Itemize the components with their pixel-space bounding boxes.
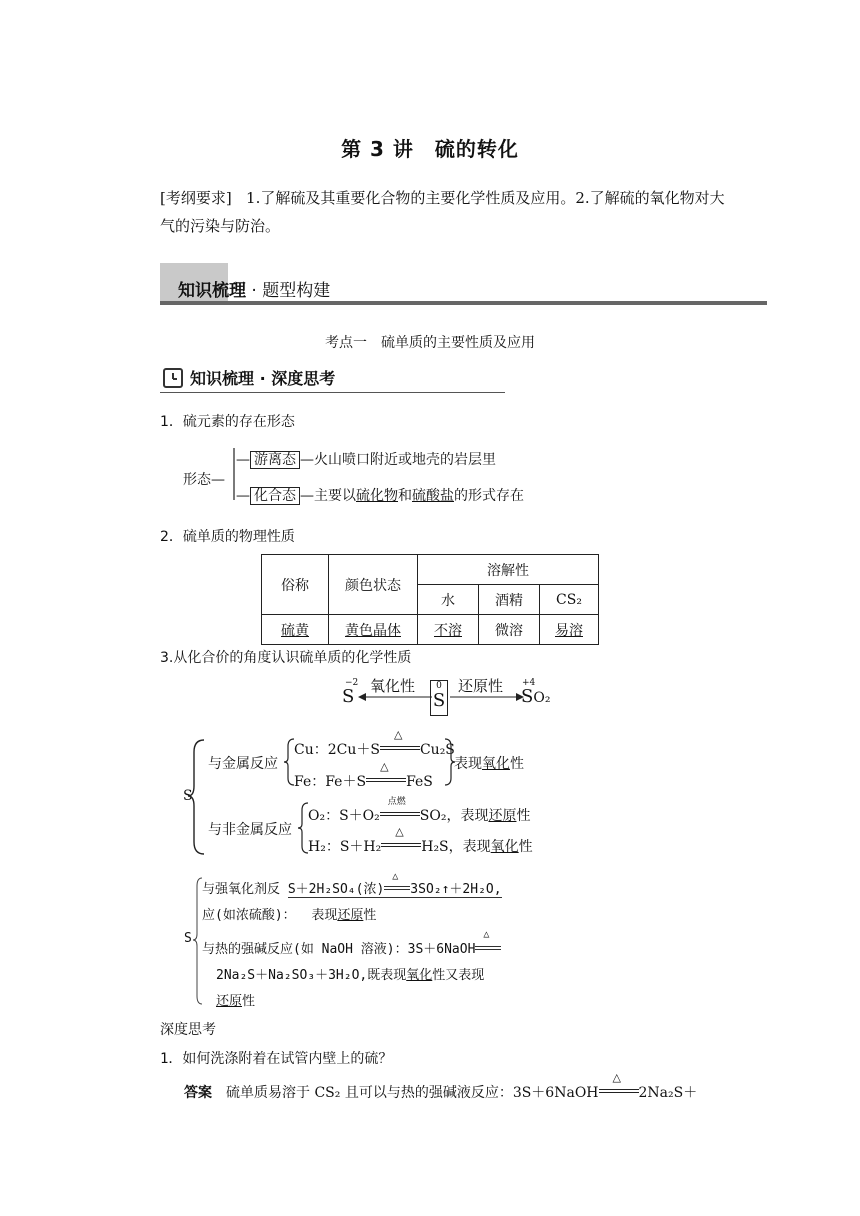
h2-reaction xyxy=(308,825,533,856)
hand-l3-cond xyxy=(475,929,501,953)
hand-l1-equals xyxy=(384,886,410,890)
sulfur-minus2: S xyxy=(342,686,355,707)
td-name: 硫黄 xyxy=(281,622,309,639)
hand-l1b: S＋2H₂SO₄(浓) xyxy=(287,882,385,897)
o2-left: O₂：S＋O₂ xyxy=(308,808,380,824)
h2-end: 性 xyxy=(518,839,533,855)
hand-l3: 与热的强碱反应(如 NaOH 溶液)：3S＋6NaOH xyxy=(202,942,476,957)
sulfur-zero-box xyxy=(430,680,448,716)
th-cs2: CS₂ xyxy=(540,585,599,615)
requirements-label: [考纲要求] xyxy=(160,189,232,207)
combined-state-row: — 化合态 —主要以硫化物和硫酸盐的形式存在 xyxy=(236,488,524,504)
combined-post: 的形式存在 xyxy=(454,488,524,504)
hand-l2a: 应(如浓硫酸)： xyxy=(202,908,296,923)
hand-line1 xyxy=(202,871,502,897)
hand-l1c: 3SO₂↑＋2H₂O, xyxy=(410,882,502,897)
hand-l2u: 还原 xyxy=(337,908,364,923)
metal-show-pre: 表现 xyxy=(454,756,482,772)
th-solubility: 溶解性 xyxy=(418,555,599,585)
hand-l5u: 还原 xyxy=(216,994,243,1009)
td-water: 不溶 xyxy=(434,622,462,639)
physical-properties-table xyxy=(261,554,599,645)
nonmetal-label: 与非金属反应 xyxy=(208,822,292,838)
hand-l5b: 性 xyxy=(242,994,256,1009)
hand-line5 xyxy=(216,990,255,1009)
hand-l2c: 性 xyxy=(363,908,377,923)
answer-delta: △ xyxy=(612,1071,621,1084)
sulfur-root: S xyxy=(183,788,193,804)
cu-equals xyxy=(380,746,420,750)
banner-rest: · 题型构建 xyxy=(251,281,331,301)
kaodian-heading: 考点一 硫单质的主要性质及应用 xyxy=(325,335,535,351)
form-label: 形态— xyxy=(183,472,225,488)
deep-question-1: 1．如何洗涤附着在试管内壁上的硫？ xyxy=(160,1051,393,1067)
td-alcohol: 微溶 xyxy=(479,615,540,645)
charge-zero: 0 xyxy=(436,681,442,691)
free-state-box: 游离态 xyxy=(250,451,300,469)
subheading: 知识梳理 · 深度思考 xyxy=(190,369,336,388)
cu-condition xyxy=(380,728,420,754)
o2-end: 性 xyxy=(516,808,531,824)
o2-reaction xyxy=(308,797,531,825)
page-title: 第 3 讲 硫的转化 xyxy=(341,137,519,161)
requirements-line1: 1.了解硫及其重要化合物的主要化学性质及应用。2.了解硫的氧化物对大 xyxy=(246,189,725,207)
charge-minus2: −2 xyxy=(345,678,359,688)
o2-ignite: 点燃 xyxy=(387,797,406,807)
main-brace xyxy=(190,738,210,858)
h2-delta: △ xyxy=(395,825,404,838)
hand-line2 xyxy=(202,904,376,923)
metal-show-oxid: 氧化 xyxy=(482,756,510,772)
fe-equals xyxy=(366,778,406,782)
th-name: 俗称 xyxy=(262,555,329,615)
clock-icon-glyph xyxy=(165,370,181,386)
so2-s: S xyxy=(521,686,534,707)
cu-delta: △ xyxy=(393,728,403,741)
fe-left: Fe：Fe＋S xyxy=(294,774,367,790)
so2-o2: O₂ xyxy=(533,690,551,706)
banner-bold: 知识梳理 xyxy=(178,281,246,301)
th-alcohol: 酒精 xyxy=(479,585,540,615)
fe-right: FeS xyxy=(406,774,433,790)
sulfur-zero: S xyxy=(432,690,446,711)
hand-l2b: 表现 xyxy=(311,908,338,923)
h2-right: H₂S，表现 xyxy=(421,839,491,855)
combined-mid: 和 xyxy=(398,488,412,504)
metal-shows xyxy=(454,753,524,773)
h2-left: H₂：S＋H₂ xyxy=(308,839,382,855)
hand-l3-delta: △ xyxy=(483,929,490,940)
hand-l1-cond xyxy=(384,871,410,893)
oxidizing-label: 氧化性 xyxy=(370,677,416,695)
answer-label: 答案 xyxy=(184,1085,212,1101)
sulfur-dioxide xyxy=(521,686,550,707)
hand-line4 xyxy=(216,964,484,983)
h2-equals xyxy=(381,843,421,847)
deep-answer-1 xyxy=(184,1071,698,1102)
th-water: 水 xyxy=(418,585,479,615)
combined-sulfide: 硫化物 xyxy=(356,488,398,504)
section2-heading: 2．硫单质的物理性质 xyxy=(160,529,295,545)
charge-plus4: +4 xyxy=(522,678,536,688)
section-banner xyxy=(178,276,330,301)
answer-equals xyxy=(599,1089,639,1093)
hand-l4u: 氧化 xyxy=(406,968,433,983)
banner-rule xyxy=(160,301,767,305)
section1-heading: 1．硫元素的存在形态 xyxy=(160,414,295,430)
hand-l4b: 性又表现 xyxy=(432,968,485,983)
requirements-line2: 气的污染与防治。 xyxy=(160,217,281,235)
answer-condition xyxy=(599,1071,639,1097)
hand-l1-eq xyxy=(287,871,502,898)
fe-reaction xyxy=(294,760,433,791)
hand-l1-delta: △ xyxy=(392,871,399,882)
fe-delta: △ xyxy=(380,760,389,773)
hand-l4a: 2Na₂S＋Na₂SO₃＋3H₂O,既表现 xyxy=(216,968,407,983)
th-color: 颜色状态 xyxy=(329,555,418,615)
o2-condition xyxy=(380,797,420,820)
hand-l1a: 与强氧化剂反 xyxy=(202,882,281,897)
requirements xyxy=(160,184,760,240)
free-state-desc: —火山喷口附近或地壳的岩层里 xyxy=(300,452,496,468)
h2-oxidizing: 氧化 xyxy=(490,839,519,855)
td-color: 黄色晶体 xyxy=(345,622,401,639)
deep-label: 深度思考 xyxy=(160,1022,216,1038)
answer-post: 2Na₂S＋ xyxy=(638,1085,698,1101)
h2-condition xyxy=(381,825,421,851)
combined-sulfate: 硫酸盐 xyxy=(412,488,454,504)
o2-right: SO₂，表现 xyxy=(419,808,489,824)
metal-label: 与金属反应 xyxy=(208,756,278,772)
cu-left: Cu：2Cu＋S xyxy=(294,742,380,758)
cu-right: Cu₂S xyxy=(419,742,455,758)
hand-l3-equals xyxy=(475,946,501,950)
o2-reducing: 还原 xyxy=(488,808,517,824)
reducing-label: 还原性 xyxy=(458,677,504,695)
metal-show-post: 性 xyxy=(510,756,524,772)
o2-equals xyxy=(380,812,420,816)
answer-pre: 硫单质易溶于 CS₂ 且可以与热的强碱液反应：3S＋6NaOH xyxy=(212,1085,599,1101)
cu-reaction xyxy=(294,728,455,759)
combined-state-box: 化合态 xyxy=(250,487,300,505)
free-state-row: — 游离态 —火山喷口附近或地壳的岩层里 xyxy=(236,452,496,468)
combined-desc-pre: —主要以 xyxy=(300,488,356,504)
hand-line3 xyxy=(202,929,501,957)
td-cs2: 易溶 xyxy=(555,622,583,639)
section3-heading: 3.从化合价的角度认识硫单质的化学性质 xyxy=(160,650,412,666)
fe-condition xyxy=(366,760,406,786)
hand-sulfur-root: S xyxy=(184,931,192,946)
clock-icon xyxy=(163,368,183,388)
